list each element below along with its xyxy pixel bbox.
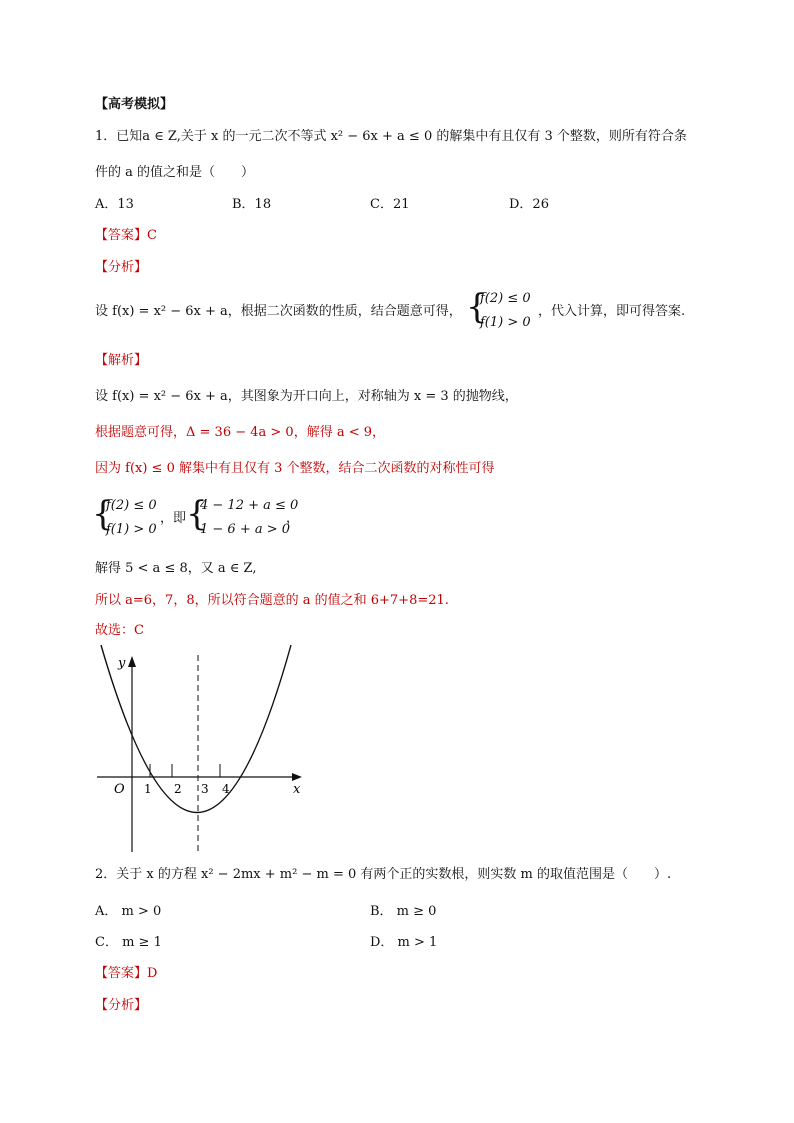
tick-label-1: 1	[144, 782, 152, 796]
q1-solution-end: ，	[286, 511, 300, 526]
tick-label-3: 3	[201, 782, 209, 796]
q1-solution-mid: ，即	[160, 511, 187, 526]
q2-option-d: D． m > 1	[370, 935, 438, 950]
section-title: 【高考模拟】	[95, 97, 174, 112]
q1-solution-sys-b-row2: 1 − 6 + a > 0	[200, 522, 291, 537]
q1-analysis-label: 【分析】	[95, 260, 148, 275]
tick-label-4: 4	[222, 782, 230, 796]
q1-answer: 【答案】C	[95, 228, 157, 243]
q2-option-a: A． m > 0	[95, 904, 162, 919]
q1-analysis-text	[95, 303, 462, 321]
origin-label: O	[114, 782, 125, 797]
q1-solution-line1: 设 f(x) = x² − 6x + a，其图象为开口向上，对称轴为 x = 3 的抛物线，	[95, 389, 518, 404]
y-axis-label: y	[118, 656, 126, 671]
q1-solution-line2: 根据题意可得，Δ = 36 − 4a > 0，解得 a < 9，	[95, 425, 386, 440]
q1-stem-line2: 件的 a 的值之和是（ ）	[95, 165, 255, 180]
q1-solution-sys-a-row1: f(2) ≤ 0	[106, 498, 157, 513]
q1-solution-line3: 因为 f(x) ≤ 0 解集中有且仅有 3 个整数，结合二次函数的对称性可得	[95, 461, 495, 476]
q2-option-c: C． m ≥ 1	[95, 935, 162, 950]
q2-option-b: B． m ≥ 0	[370, 904, 437, 919]
q1-option-d: D．26	[509, 197, 549, 212]
q1-solution-sys-a-row2: f(1) > 0	[106, 522, 157, 537]
tick-label-2: 2	[174, 782, 182, 796]
q1-solution-line6: 所以 a=6，7，8，所以符合题意的 a 的值之和 6+7+8=21.	[95, 593, 449, 608]
q1-stem-line1: 1．已知a ∈ Z,关于 x 的一元二次不等式 x² − 6x + a ≤ 0 的解集中有且仅有 3 个整数，则所有符合条	[95, 129, 687, 144]
q1-solution-sys-b-row1: 4 − 12 + a ≤ 0	[200, 498, 299, 513]
q1-solution-label: 【解析】	[95, 353, 148, 368]
parabola-curve	[101, 645, 291, 813]
q1-solution-line7: 故选：C	[95, 623, 144, 638]
q2-answer: 【答案】D	[95, 966, 158, 981]
parabola-graph	[92, 640, 312, 855]
q1-option-b: B．18	[232, 197, 272, 212]
q1-analysis-sys-row1: f(2) ≤ 0	[480, 291, 531, 306]
q1-analysis-post: ，代入计算，即可得答案.	[538, 304, 686, 319]
q1-analysis-brace: {	[466, 287, 488, 327]
q1-option-a: A．13	[95, 197, 134, 212]
q1-option-c: C．21	[370, 197, 410, 212]
q1-solution-brace-b: {	[186, 494, 208, 534]
x-axis-label: x	[293, 782, 301, 797]
q1-solution-brace-a: {	[92, 494, 114, 534]
q1-analysis-sys-row2: f(1) > 0	[480, 315, 531, 330]
q1-analysis-pre: 设 f(x) = x² − 6x + a，根据二次函数的性质，结合题意可得，	[95, 304, 462, 319]
q2-stem-line1: 2．关于 x 的方程 x² − 2mx + m² − m = 0 有两个正的实数根，则实数 m 的取值范围是（ ）.	[95, 867, 672, 882]
y-axis-arrow-icon	[128, 656, 136, 667]
q1-solution-line5: 解得 5 < a ≤ 8，又 a ∈ Z,	[95, 561, 257, 576]
q2-analysis-label: 【分析】	[95, 998, 148, 1013]
x-axis-arrow-icon	[292, 773, 302, 781]
